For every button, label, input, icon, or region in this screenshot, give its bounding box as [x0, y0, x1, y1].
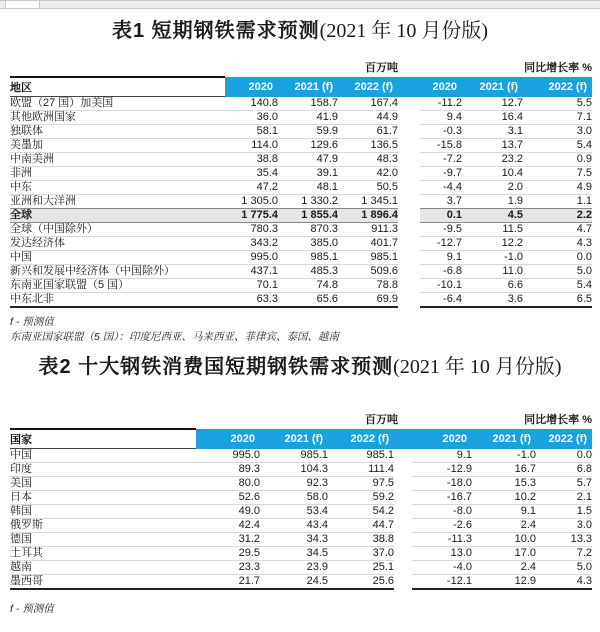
top-strip-tab	[5, 1, 40, 8]
footnote-forecast: f - 预测值	[10, 603, 54, 615]
row-label: 韩国	[10, 505, 196, 519]
column-gap	[398, 223, 420, 237]
value-cell: 59.2	[328, 491, 394, 505]
value-cell: 53.4	[260, 505, 328, 519]
value-cell: 911.3	[338, 223, 398, 237]
value-cell: 1 345.1	[338, 195, 398, 209]
column-header: 2020	[196, 429, 260, 449]
row-label: 中国	[10, 251, 225, 265]
value-cell: 3.6	[462, 293, 523, 308]
column-gap	[398, 125, 420, 139]
value-cell: 995.0	[232, 448, 260, 461]
table1-footnotes	[10, 315, 600, 345]
row-label: 中东北非	[10, 293, 225, 308]
column-gap	[394, 575, 412, 590]
row-label: 墨西哥	[10, 575, 196, 590]
value-cell: 23.9	[260, 561, 328, 575]
column-header: 2020	[420, 77, 462, 97]
value-cell: -12.1	[412, 575, 472, 590]
row-label: 全球（中国除外）	[10, 223, 225, 237]
value-cell: 13.0	[412, 547, 472, 561]
table2-unit-row	[0, 411, 600, 425]
value-cell: -12.9	[412, 463, 472, 477]
column-header: 2022 (f)	[338, 77, 398, 97]
value-cell: 0.9	[523, 153, 592, 167]
value-cell: 78.8	[338, 279, 398, 293]
value-cell: 6.6	[462, 279, 523, 293]
value-cell: 47.9	[278, 153, 338, 167]
value-cell: 1 775.4	[225, 209, 278, 223]
value-cell: 11.0	[462, 265, 523, 279]
value-cell: 59.9	[278, 125, 338, 139]
value-cell: 47.2	[225, 181, 278, 195]
value-cell: 1.1	[523, 195, 592, 209]
value-cell: 9.1	[456, 448, 472, 461]
value-cell: -12.7	[420, 237, 462, 251]
value-cell: 23.2	[462, 153, 523, 167]
header-row	[10, 77, 592, 97]
row-label: 美墨加	[10, 139, 225, 153]
value-cell: -16.7	[412, 491, 472, 505]
value-cell: -6.4	[420, 293, 462, 308]
table2-unit-million-tonnes: 百万吨	[365, 414, 398, 426]
value-cell: 2.2	[523, 209, 592, 223]
top-strip	[0, 0, 600, 9]
value-cell: -9.5	[420, 223, 462, 237]
table2-footnotes	[10, 602, 600, 617]
column-gap	[398, 293, 420, 308]
row-label: 俄罗斯	[10, 519, 196, 533]
value-cell: 5.5	[576, 96, 592, 109]
value-cell: 6.8	[536, 463, 592, 477]
value-cell: 3.0	[536, 519, 592, 533]
value-cell: 401.7	[338, 237, 398, 251]
column-header: 2020	[412, 429, 472, 449]
column-gap	[394, 449, 412, 463]
value-cell: 3.1	[462, 125, 523, 139]
table1-header	[10, 77, 592, 97]
row-group-header: 国家	[10, 429, 196, 449]
value-cell: 97.5	[328, 477, 394, 491]
value-cell: 4.5	[462, 209, 523, 223]
value-cell: 58.1	[225, 125, 278, 139]
value-cell: 0.1	[420, 209, 462, 223]
column-gap	[398, 167, 420, 181]
value-cell: 0.0	[523, 251, 592, 265]
table-row	[10, 547, 592, 561]
column-gap	[394, 463, 412, 477]
value-cell: -6.8	[420, 265, 462, 279]
value-cell: 437.1	[225, 265, 278, 279]
table-row	[10, 491, 592, 505]
table2-header	[10, 429, 592, 449]
table2-title	[0, 354, 600, 380]
value-cell: 35.4	[225, 167, 278, 181]
value-cell: 509.6	[338, 265, 398, 279]
value-cell: 25.1	[328, 561, 394, 575]
value-cell: 89.3	[196, 463, 260, 477]
value-cell: 38.8	[328, 533, 394, 547]
value-cell: -11.2	[437, 96, 462, 109]
column-gap	[394, 505, 412, 519]
value-cell: 7.5	[523, 167, 592, 181]
value-cell: 158.7	[310, 96, 338, 109]
value-cell: 5.0	[536, 561, 592, 575]
value-cell: 31.2	[196, 533, 260, 547]
value-cell: 4.9	[523, 181, 592, 195]
row-label: 新兴和发展中经济体（中国除外）	[10, 265, 225, 279]
value-cell: 2.4	[472, 561, 536, 575]
column-gap	[394, 477, 412, 491]
column-gap	[398, 195, 420, 209]
value-cell: -10.1	[420, 279, 462, 293]
value-cell: 80.0	[196, 477, 260, 491]
value-cell: 25.6	[328, 575, 394, 590]
value-cell: 12.9	[472, 575, 536, 590]
table-row	[10, 279, 592, 293]
table-row	[10, 293, 592, 308]
table1-title-main: 表1 短期钢铁需求预测	[111, 20, 320, 42]
row-label: 中国	[10, 449, 32, 461]
table-row	[10, 97, 592, 111]
row-label: 德国	[10, 533, 196, 547]
column-gap	[398, 111, 420, 125]
table-row	[10, 463, 592, 477]
value-cell: 65.6	[278, 293, 338, 308]
column-gap	[398, 97, 420, 111]
column-gap	[394, 547, 412, 561]
value-cell: 38.8	[225, 153, 278, 167]
value-cell: 780.3	[225, 223, 278, 237]
value-cell: 985.1	[366, 448, 394, 461]
value-cell: 4.3	[523, 237, 592, 251]
value-cell: 485.3	[278, 265, 338, 279]
value-cell: 63.3	[225, 293, 278, 308]
value-cell: 10.2	[472, 491, 536, 505]
row-label: 亚洲和大洋洲	[10, 195, 225, 209]
column-gap	[394, 533, 412, 547]
table-row	[10, 153, 592, 167]
table1-unit-row	[0, 59, 600, 73]
column-gap	[398, 251, 420, 265]
value-cell: 12.7	[501, 96, 523, 109]
value-cell: 6.5	[523, 293, 592, 308]
value-cell: 15.3	[472, 477, 536, 491]
footnote-forecast: f - 预测值	[10, 316, 54, 328]
column-gap	[394, 429, 412, 449]
value-cell: 136.5	[338, 139, 398, 153]
column-gap	[394, 561, 412, 575]
table-row	[10, 265, 592, 279]
value-cell: 5.4	[523, 139, 592, 153]
value-cell: 3.0	[523, 125, 592, 139]
column-gap	[398, 237, 420, 251]
table-row	[10, 209, 592, 223]
row-label: 美国	[10, 477, 196, 491]
value-cell: 23.3	[196, 561, 260, 575]
value-cell: 21.7	[196, 575, 260, 590]
value-cell: 114.0	[225, 139, 278, 153]
table-row	[10, 125, 592, 139]
value-cell: 1 896.4	[338, 209, 398, 223]
column-header: 2021 (f)	[472, 429, 536, 449]
value-cell: 985.1	[278, 251, 338, 265]
value-cell: -2.6	[412, 519, 472, 533]
value-cell: 42.4	[196, 519, 260, 533]
value-cell: 48.3	[338, 153, 398, 167]
row-label: 土耳其	[10, 547, 196, 561]
column-gap	[398, 139, 420, 153]
value-cell: -0.3	[420, 125, 462, 139]
value-cell: -15.8	[420, 139, 462, 153]
column-gap	[398, 77, 420, 97]
value-cell: 37.0	[328, 547, 394, 561]
column-header: 2022 (f)	[328, 429, 394, 449]
value-cell: 41.9	[278, 111, 338, 125]
value-cell: 13.7	[462, 139, 523, 153]
value-cell: 49.0	[196, 505, 260, 519]
table2-title-main: 表2 十大钢铁消费国短期钢铁需求预测	[38, 356, 394, 378]
value-cell: 24.5	[260, 575, 328, 590]
value-cell: 92.3	[260, 477, 328, 491]
value-cell: 140.8	[250, 96, 278, 109]
table-row	[10, 575, 592, 590]
value-cell: 44.9	[338, 111, 398, 125]
table1	[10, 76, 592, 308]
value-cell: 61.7	[338, 125, 398, 139]
column-gap	[398, 279, 420, 293]
row-label: 中南美洲	[10, 153, 225, 167]
value-cell: 9.1	[420, 251, 462, 265]
table-row	[10, 449, 592, 463]
column-gap	[398, 265, 420, 279]
value-cell: -7.2	[420, 153, 462, 167]
table-row	[10, 519, 592, 533]
value-cell: 74.8	[278, 279, 338, 293]
value-cell: 11.5	[462, 223, 523, 237]
value-cell: -9.7	[420, 167, 462, 181]
value-cell: 34.3	[260, 533, 328, 547]
row-group-header: 地区	[10, 77, 225, 97]
value-cell: 39.1	[278, 167, 338, 181]
column-gap	[398, 209, 420, 223]
table1-unit-growth-rate: 同比增长率 %	[524, 62, 592, 74]
value-cell: -8.0	[412, 505, 472, 519]
table-row	[10, 251, 592, 265]
column-header: 2022 (f)	[536, 429, 592, 449]
value-cell: -1.0	[517, 448, 536, 461]
value-cell: 58.0	[260, 491, 328, 505]
value-cell: 0.0	[576, 448, 592, 461]
value-cell: 70.1	[225, 279, 278, 293]
value-cell: 167.4	[370, 96, 398, 109]
table-row	[10, 505, 592, 519]
column-header: 2021 (f)	[260, 429, 328, 449]
row-label: 日本	[10, 491, 196, 505]
row-label: 独联体	[10, 125, 225, 139]
value-cell: 4.3	[536, 575, 592, 590]
value-cell: 1 330.2	[278, 195, 338, 209]
table-row	[10, 139, 592, 153]
column-gap	[398, 181, 420, 195]
row-label: 全球	[10, 209, 225, 223]
value-cell: 9.4	[420, 111, 462, 125]
value-cell: 10.4	[462, 167, 523, 181]
table1-title-paren: (2021 年 10 月份版)	[319, 20, 488, 42]
table1-title	[0, 18, 600, 44]
value-cell: -4.0	[412, 561, 472, 575]
value-cell: 7.2	[536, 547, 592, 561]
value-cell: 16.4	[462, 111, 523, 125]
value-cell: 29.5	[196, 547, 260, 561]
value-cell: 985.1	[300, 448, 328, 461]
value-cell: 1 305.0	[225, 195, 278, 209]
value-cell: 36.0	[225, 111, 278, 125]
value-cell: 42.0	[338, 167, 398, 181]
value-cell: 13.3	[536, 533, 592, 547]
table-row	[10, 561, 592, 575]
value-cell: 2.0	[462, 181, 523, 195]
table2	[10, 428, 592, 590]
value-cell: 44.7	[328, 519, 394, 533]
footnote-asean: 东南亚国家联盟（5 国）：印度尼西亚、马来西亚、菲律宾、泰国、越南	[10, 331, 340, 343]
row-label: 越南	[10, 561, 196, 575]
value-cell: 7.1	[523, 111, 592, 125]
value-cell: 2.1	[536, 491, 592, 505]
column-header: 2021 (f)	[462, 77, 523, 97]
value-cell: 1.9	[462, 195, 523, 209]
value-cell: 343.2	[225, 237, 278, 251]
value-cell: 34.5	[260, 547, 328, 561]
table-row	[10, 533, 592, 547]
column-header: 2022 (f)	[523, 77, 592, 97]
row-label: 印度	[10, 463, 196, 477]
value-cell: 10.0	[472, 533, 536, 547]
column-gap	[394, 519, 412, 533]
value-cell: 870.3	[278, 223, 338, 237]
value-cell: 52.6	[196, 491, 260, 505]
value-cell: 43.4	[260, 519, 328, 533]
value-cell: 111.4	[328, 463, 394, 477]
table-row	[10, 477, 592, 491]
value-cell: 3.7	[420, 195, 462, 209]
value-cell: 2.4	[472, 519, 536, 533]
value-cell: -1.0	[462, 251, 523, 265]
value-cell: 16.7	[472, 463, 536, 477]
row-label: 发达经济体	[10, 237, 225, 251]
value-cell: 12.2	[462, 237, 523, 251]
column-gap	[394, 491, 412, 505]
table-row	[10, 167, 592, 181]
value-cell: 5.4	[523, 279, 592, 293]
header-row	[10, 429, 592, 449]
row-label: 中东	[10, 181, 225, 195]
value-cell: 1.5	[536, 505, 592, 519]
table-row	[10, 195, 592, 209]
value-cell: 129.6	[278, 139, 338, 153]
value-cell: 985.1	[338, 251, 398, 265]
table2-unit-growth-rate: 同比增长率 %	[524, 414, 592, 426]
table2-body	[10, 449, 592, 590]
value-cell: 54.2	[328, 505, 394, 519]
table1-body	[10, 97, 592, 308]
value-cell: 1 855.4	[278, 209, 338, 223]
value-cell: 69.9	[338, 293, 398, 308]
value-cell: 5.7	[536, 477, 592, 491]
table2-title-paren: (2021 年 10 月份版)	[393, 356, 562, 378]
value-cell: 5.0	[523, 265, 592, 279]
table-row	[10, 111, 592, 125]
value-cell: -4.4	[420, 181, 462, 195]
value-cell: 50.5	[338, 181, 398, 195]
value-cell: -18.0	[412, 477, 472, 491]
value-cell: 104.3	[260, 463, 328, 477]
value-cell: 995.0	[225, 251, 278, 265]
row-label: 东南亚国家联盟（5 国）	[10, 279, 225, 293]
table-row	[10, 223, 592, 237]
value-cell: 48.1	[278, 181, 338, 195]
value-cell: 4.7	[523, 223, 592, 237]
row-label: 欧盟（27 国）加美国	[10, 97, 114, 109]
row-label: 非洲	[10, 167, 225, 181]
table-row	[10, 237, 592, 251]
column-gap	[398, 153, 420, 167]
value-cell: 385.0	[278, 237, 338, 251]
value-cell: 9.1	[472, 505, 536, 519]
row-label: 其他欧洲国家	[10, 111, 225, 125]
table-row	[10, 181, 592, 195]
column-header: 2020	[225, 77, 278, 97]
value-cell: -11.3	[412, 533, 472, 547]
column-header: 2021 (f)	[278, 77, 338, 97]
value-cell: 17.0	[472, 547, 536, 561]
table1-unit-million-tonnes: 百万吨	[365, 62, 398, 74]
